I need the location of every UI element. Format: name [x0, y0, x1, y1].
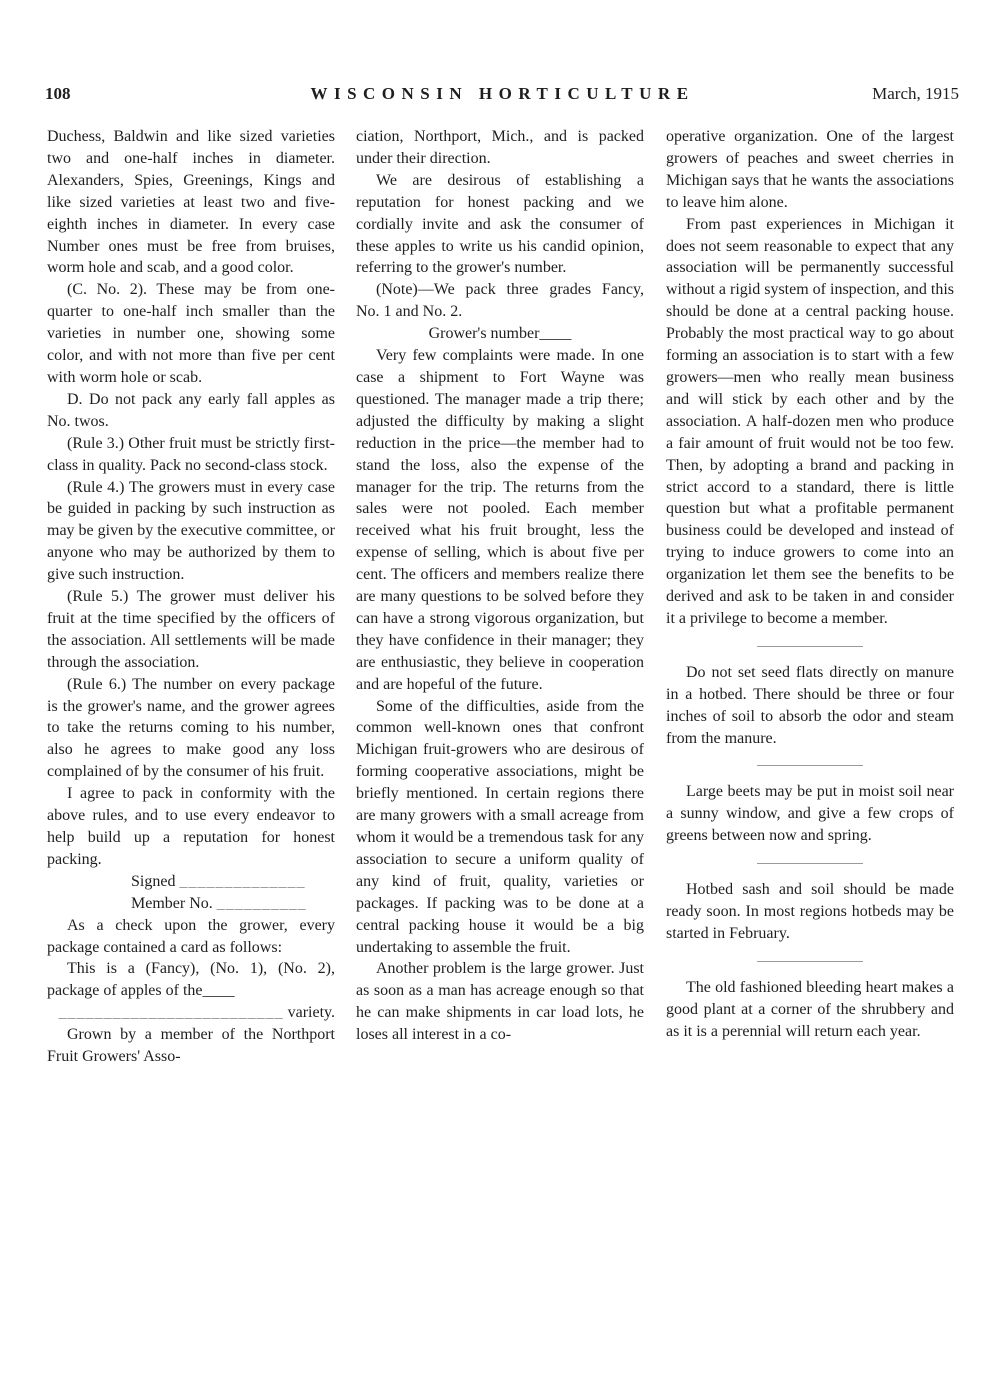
- member-blank: __________: [216, 894, 307, 912]
- variety-label: variety.: [287, 1004, 335, 1022]
- section-divider: [757, 961, 863, 962]
- issue-date: March, 1915: [872, 84, 959, 103]
- column-middle: [356, 126, 644, 1046]
- paragraph: (Rule 4.) The growers must in every case be guided in packing by such instruction as may be given by the executive committee, or anyone who may be authorized by them to give such instruction.: [47, 478, 335, 584]
- growers-number-line: Grower's number____: [428, 325, 572, 343]
- paragraph: As a check upon the grower, every package contained a card as follows:: [47, 916, 335, 956]
- page-header: [0, 84, 1005, 108]
- paragraph: Large beets may be put in moist soil near a sunny window, and give a few crops of greens between now and spring.: [666, 783, 954, 845]
- signed-label: Signed: [131, 872, 176, 890]
- paragraph: D. Do not pack any early fall apples as No. twos.: [47, 390, 335, 430]
- paragraph: Hotbed sash and soil should be made ready soon. In most regions hotbeds may be started in February.: [666, 881, 954, 942]
- paragraph: ciation, Northport, Mich., and is packed under their direction.: [356, 128, 644, 167]
- card-variety-line: [47, 1002, 335, 1024]
- signature-line: [47, 871, 335, 893]
- paragraph: The old fashioned bleeding heart makes a good plant at a corner of the shrubbery and as it is a perennial will return each year.: [666, 978, 954, 1040]
- member-number-line: [47, 893, 335, 915]
- section-divider: [757, 765, 863, 766]
- paragraph: (C. No. 2). These may be from one-quarter to one-half inch smaller than the varieties in number one, showing some color, and with not more than five per cent with worm hole or scab.: [47, 281, 335, 386]
- paragraph: Another problem is the large grower. Just as soon as a man has acreage enough so that he can make shipments in car load lots, he loses all interest in a co-: [356, 960, 644, 1044]
- paragraph: Some of the difficulties, aside from the common well-known ones that confront Michigan fruit-growers who are desirous of forming cooperative associations, might be briefly mentioned. In certain regions there are many growers with a small acreage from whom it would be a tremendous task for any association to secure a uniform quality of any kind of fruit, quality, varieties or packages. If packing was to be done at a central packing house it would be a big undertaking to assemble the fruit.: [356, 697, 644, 956]
- variety-blank: _________________________: [58, 1004, 284, 1022]
- section-divider: [757, 863, 863, 864]
- paragraph: We are desirous of establishing a reputation for honest packing and we cordially invite and ask the consumer of these apples to write us his candid opinion, referring to the grower's number.: [356, 171, 644, 277]
- paragraph: (Rule 3.) Other fruit must be strictly first-class in quality. Pack no second-class stock.: [47, 434, 335, 474]
- paragraph: operative organization. One of the largest growers of peaches and sweet cherries in Michigan says that he wants the associations to leave him alone.: [666, 128, 954, 211]
- paragraph: (Note)—We pack three grades Fancy, No. 1 and No. 2.: [356, 281, 644, 321]
- member-label: Member No.: [131, 894, 213, 912]
- column-left: [47, 126, 335, 1068]
- paragraph: Duchess, Baldwin and like sized varieties two and one-half inches in diameter. Alexanders, Spies, Greenings, Kings and like sized varieties at least two and five-eighth inches in diameter. In every case Number ones must be free from bruises, worm hole and scab, and a good color.: [47, 128, 335, 277]
- paragraph: Grown by a member of the Northport Fruit Growers' Asso-: [47, 1026, 335, 1066]
- signed-blank: ______________: [179, 872, 306, 890]
- paragraph: Very few complaints were made. In one case a shipment to Fort Wayne was questioned. The manager made a trip there; adjusted the difficulty by making a slight reduction in the price—the member had to stand the loss, also the expense of the manager for the trip. The returns from the sales were not pooled. Each member received what his fruit brought, less the expense of selling, which is about five per cent. The officers and members realize there are many questions to be solved before they can have a strong vigorous organization, but they have confidence in their manager; they are enthusiastic, they believe in cooperation and are hopeful of the future.: [356, 347, 644, 693]
- paragraph: From past experiences in Michigan it does not seem reasonable to expect that any association will be permanently successful without a rigid system of inspection, and this should be done at a central packing house. Probably the most practical way to go about forming an association is to start with a few growers—men who really mean business and will stick by each other and by the association. A half-dozen men who produce a fair amount of fruit would not be too few. Then, by adopting a brand and packing in strict accord to a standard, there is little question but what a profitable permanent business could be developed and instead of trying to induce growers to come into an organization let them see the benefits to be derived and ask to be taken in and consider it a privilege to become a member.: [666, 215, 954, 627]
- card-text: This is a (Fancy), (No. 1), (No. 2), package of apples of the____: [47, 960, 335, 1000]
- column-right: [666, 126, 954, 1043]
- paragraph: (Rule 6.) The number on every package is the grower's name, and the grower agrees to take the returns coming to his number, also he agrees to make good any loss complained of by the consumer of his fruit.: [47, 675, 335, 781]
- paragraph: Do not set seed flats directly on manure in a hotbed. There should be three or four inches of soil to absorb the odor and steam from the manure.: [666, 663, 954, 747]
- section-divider: [757, 646, 863, 647]
- paragraph: I agree to pack in conformity with the above rules, and to use every endeavor to help build up a reputation for honest packing.: [47, 785, 335, 868]
- page-number: 108: [45, 84, 71, 103]
- paragraph: (Rule 5.) The grower must deliver his fruit at the time specified by the officers of the association. All settlements will be made through the association.: [47, 588, 335, 671]
- running-title: WISCONSIN HORTICULTURE: [310, 84, 695, 103]
